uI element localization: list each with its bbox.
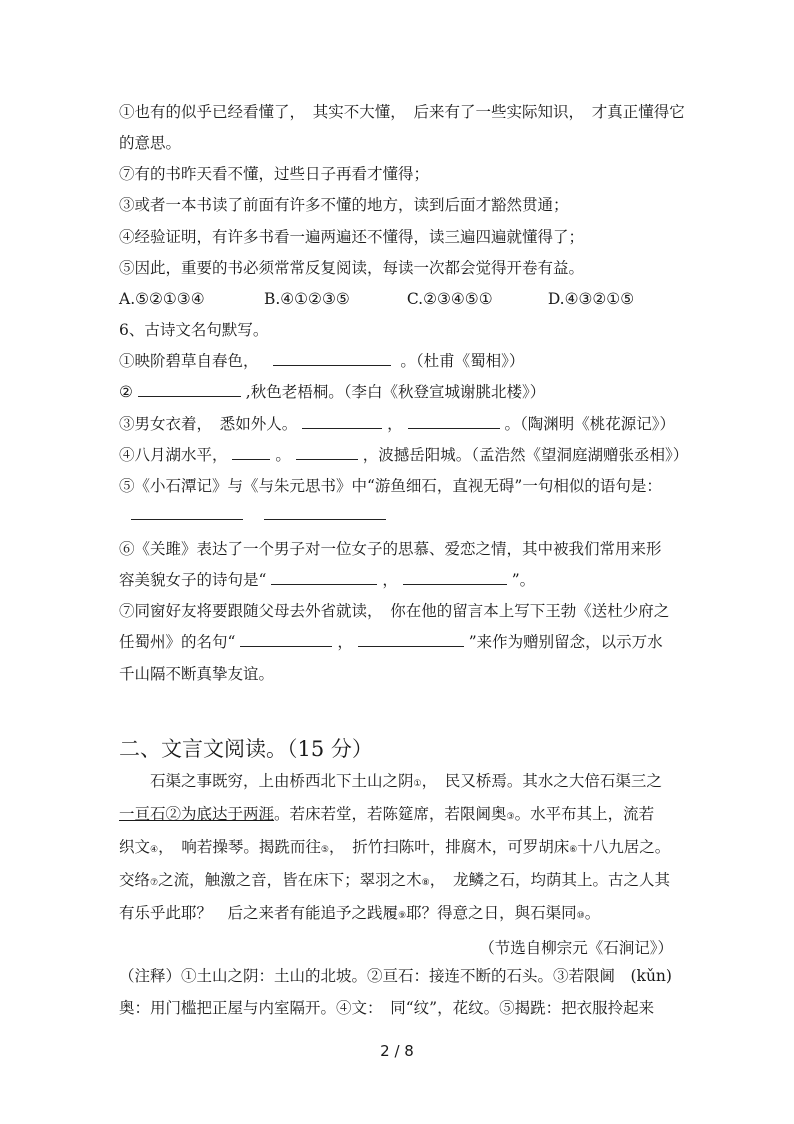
answer-blank[interactable] bbox=[271, 570, 377, 585]
passage-text: 交络 bbox=[119, 871, 151, 889]
answer-blank[interactable] bbox=[358, 632, 464, 647]
q6-item-6-prefix: 容美貌女子的诗句是“ bbox=[119, 571, 267, 589]
passage-text: 之流，触激之音，皆在床下；翠羽之木 bbox=[158, 871, 422, 889]
q6-item-3-suffix: 。（陶渊明《桃花源记》） bbox=[504, 415, 676, 433]
sentence-1-line-2: 的意思。 bbox=[119, 134, 182, 152]
option-d[interactable]: D.④③②①⑤ bbox=[547, 290, 635, 308]
q6-item-7-prefix: 任蜀州》的名句“ bbox=[119, 633, 236, 651]
q6-item-6-mid: ， bbox=[382, 571, 398, 589]
footnote-marker: ⑦ bbox=[150, 878, 159, 888]
q6-item-4-prefix: ④八月湖水平， bbox=[119, 446, 228, 464]
q6-item-7-mid: ， bbox=[337, 633, 353, 651]
q6-item-7-line-1: ⑦同窗好友将要跟随父母去外省就读， 你在他的留言本上写下王勃《送杜少府之 bbox=[119, 602, 670, 620]
footnote-marker: ⑧ bbox=[421, 878, 430, 888]
q6-item-4 bbox=[119, 445, 688, 465]
annotation-line-1: （注释）①土山之阴：土山的北坡。②亘石：接连不断的石头。③若限阃 (kǔn) bbox=[119, 967, 672, 985]
option-c[interactable]: C.②③④⑤① bbox=[406, 290, 493, 308]
q6-item-7-line-3: 千山隔不断真挚友谊。 bbox=[119, 665, 275, 683]
footnote-marker: ⑩ bbox=[576, 911, 585, 921]
passage-text: 。若床若堂，若陈筵席，若限阃奥 bbox=[274, 805, 507, 823]
q6-item-3-mid: ， bbox=[387, 415, 403, 433]
answer-blank[interactable] bbox=[138, 382, 241, 397]
passage-line-1 bbox=[150, 771, 662, 794]
option-a[interactable]: A.⑤②①③④ bbox=[119, 290, 205, 308]
q6-item-1-prefix: ①映阶碧草自春色， bbox=[119, 352, 259, 370]
sentence-1-line-1: ①也有的似乎已经看懂了， 其实不大懂， 后来有了一些实际知识， 才真正懂得它 bbox=[119, 103, 685, 121]
footnote-marker: ① bbox=[413, 779, 422, 789]
q6-item-6-line-2 bbox=[119, 570, 535, 590]
answer-blank[interactable] bbox=[273, 351, 391, 366]
passage-text: ， 龙鳞之石，均荫其上。古之人其 bbox=[429, 871, 670, 889]
option-b[interactable]: B.④①②③⑤ bbox=[263, 290, 350, 308]
q6-item-1 bbox=[119, 351, 524, 371]
q6-item-6-line-1: ⑥《关雎》表达了一个男子对一位女子的思慕、爱恋之情，其中被我们常用来形 bbox=[119, 540, 662, 558]
answer-blank[interactable] bbox=[296, 445, 358, 460]
footnote-marker: ④ bbox=[150, 845, 159, 855]
sentence-2: ⑦有的书昨天看不懂，过些日子再看才懂得； bbox=[119, 165, 430, 183]
answer-options bbox=[119, 289, 634, 309]
q6-item-7-suffix: ”来作为赠别留念，以示万水 bbox=[468, 633, 663, 651]
question-6-title: 6、古诗文名句默写。 bbox=[119, 321, 269, 339]
passage-text: 。水平布其上，流若 bbox=[514, 805, 655, 823]
passage-line-5 bbox=[119, 903, 600, 926]
answer-blank[interactable] bbox=[403, 570, 507, 585]
passage-text: ， 响若操琴。揭跣而往 bbox=[158, 838, 321, 856]
answer-blank[interactable] bbox=[302, 414, 382, 429]
q6-item-3-prefix: ③男女衣着， 悉如外人。 bbox=[119, 415, 298, 433]
sentence-3: ③或者一本书读了前面有许多不懂的地方，读到后面才豁然贯通； bbox=[119, 196, 569, 214]
passage-text: 织文 bbox=[119, 838, 151, 856]
q6-item-3 bbox=[119, 414, 675, 434]
page-number: 2 / 8 bbox=[380, 1042, 414, 1060]
passage-line-3 bbox=[119, 837, 670, 860]
annotation-line-2: 奥：用门槛把正屋与内室隔开。④文： 同“纹”，花纹。⑤揭跣：把衣服拎起来 bbox=[119, 999, 655, 1017]
passage-text: 。 bbox=[584, 904, 601, 922]
sentence-5: ⑤因此，重要的书必须常常反复阅读，每读一次都会觉得开卷有益。 bbox=[119, 259, 585, 277]
footnote-marker: ⑤ bbox=[320, 845, 329, 855]
footnote-marker: ⑥ bbox=[569, 845, 578, 855]
answer-blank[interactable] bbox=[232, 445, 270, 460]
q6-item-4-mid: 。 bbox=[275, 446, 291, 464]
passage-text: 耶？得意之日，與石渠同 bbox=[406, 904, 577, 922]
sentence-4: ④经验证明，有许多书看一遍两遍还不懂得，读三遍四遍就懂得了； bbox=[119, 228, 585, 246]
passage-underlined-text: 一亘石②为底达于两涯 bbox=[119, 805, 275, 823]
passage-text: 有乐乎此耶？ 后之来者有能追予之践履 bbox=[119, 904, 399, 922]
footnote-marker: ③ bbox=[506, 812, 515, 822]
footnote-marker: ⑨ bbox=[398, 911, 407, 921]
passage-text: 石渠之事既穷，上由桥西北下土山之阴 bbox=[150, 772, 414, 790]
q6-item-2 bbox=[119, 382, 545, 402]
answer-blank[interactable] bbox=[408, 414, 500, 429]
q6-item-6-suffix: ”。 bbox=[511, 571, 536, 589]
section-2-title: 二、文言文阅读。（15 分） bbox=[119, 737, 373, 761]
passage-text: 十八九居之。 bbox=[577, 838, 671, 856]
passage-line-4 bbox=[119, 870, 670, 893]
answer-blank[interactable] bbox=[131, 505, 243, 520]
passage-text: ， 民又桥焉。其水之大倍石渠三之 bbox=[421, 772, 662, 790]
q6-item-7-line-2 bbox=[119, 632, 663, 652]
q6-item-2-suffix: ,秋色老梧桐。（李白《秋登宣城谢朓北楼》） bbox=[245, 383, 546, 401]
q6-item-1-suffix: 。（杜甫《蜀相》） bbox=[400, 352, 525, 370]
q6-item-5: ⑤《小石潭记》与《与朱元思书》中“游鱼细石，直视无碍”一句相似的语句是： bbox=[119, 477, 662, 495]
answer-blank[interactable] bbox=[264, 505, 386, 520]
answer-blank[interactable] bbox=[240, 632, 332, 647]
passage-source: （节选自柳宗元《石涧记》） bbox=[479, 939, 673, 957]
passage-line-2 bbox=[119, 804, 654, 827]
q6-item-4-suffix: ，波撼岳阳城。（孟浩然《望洞庭湖赠张丞相》） bbox=[362, 446, 689, 464]
q6-item-5-blanks bbox=[119, 505, 386, 525]
q6-item-2-prefix: ② bbox=[119, 383, 133, 401]
passage-text: ， 折竹扫陈叶，排腐木，可罗胡床 bbox=[328, 838, 570, 856]
